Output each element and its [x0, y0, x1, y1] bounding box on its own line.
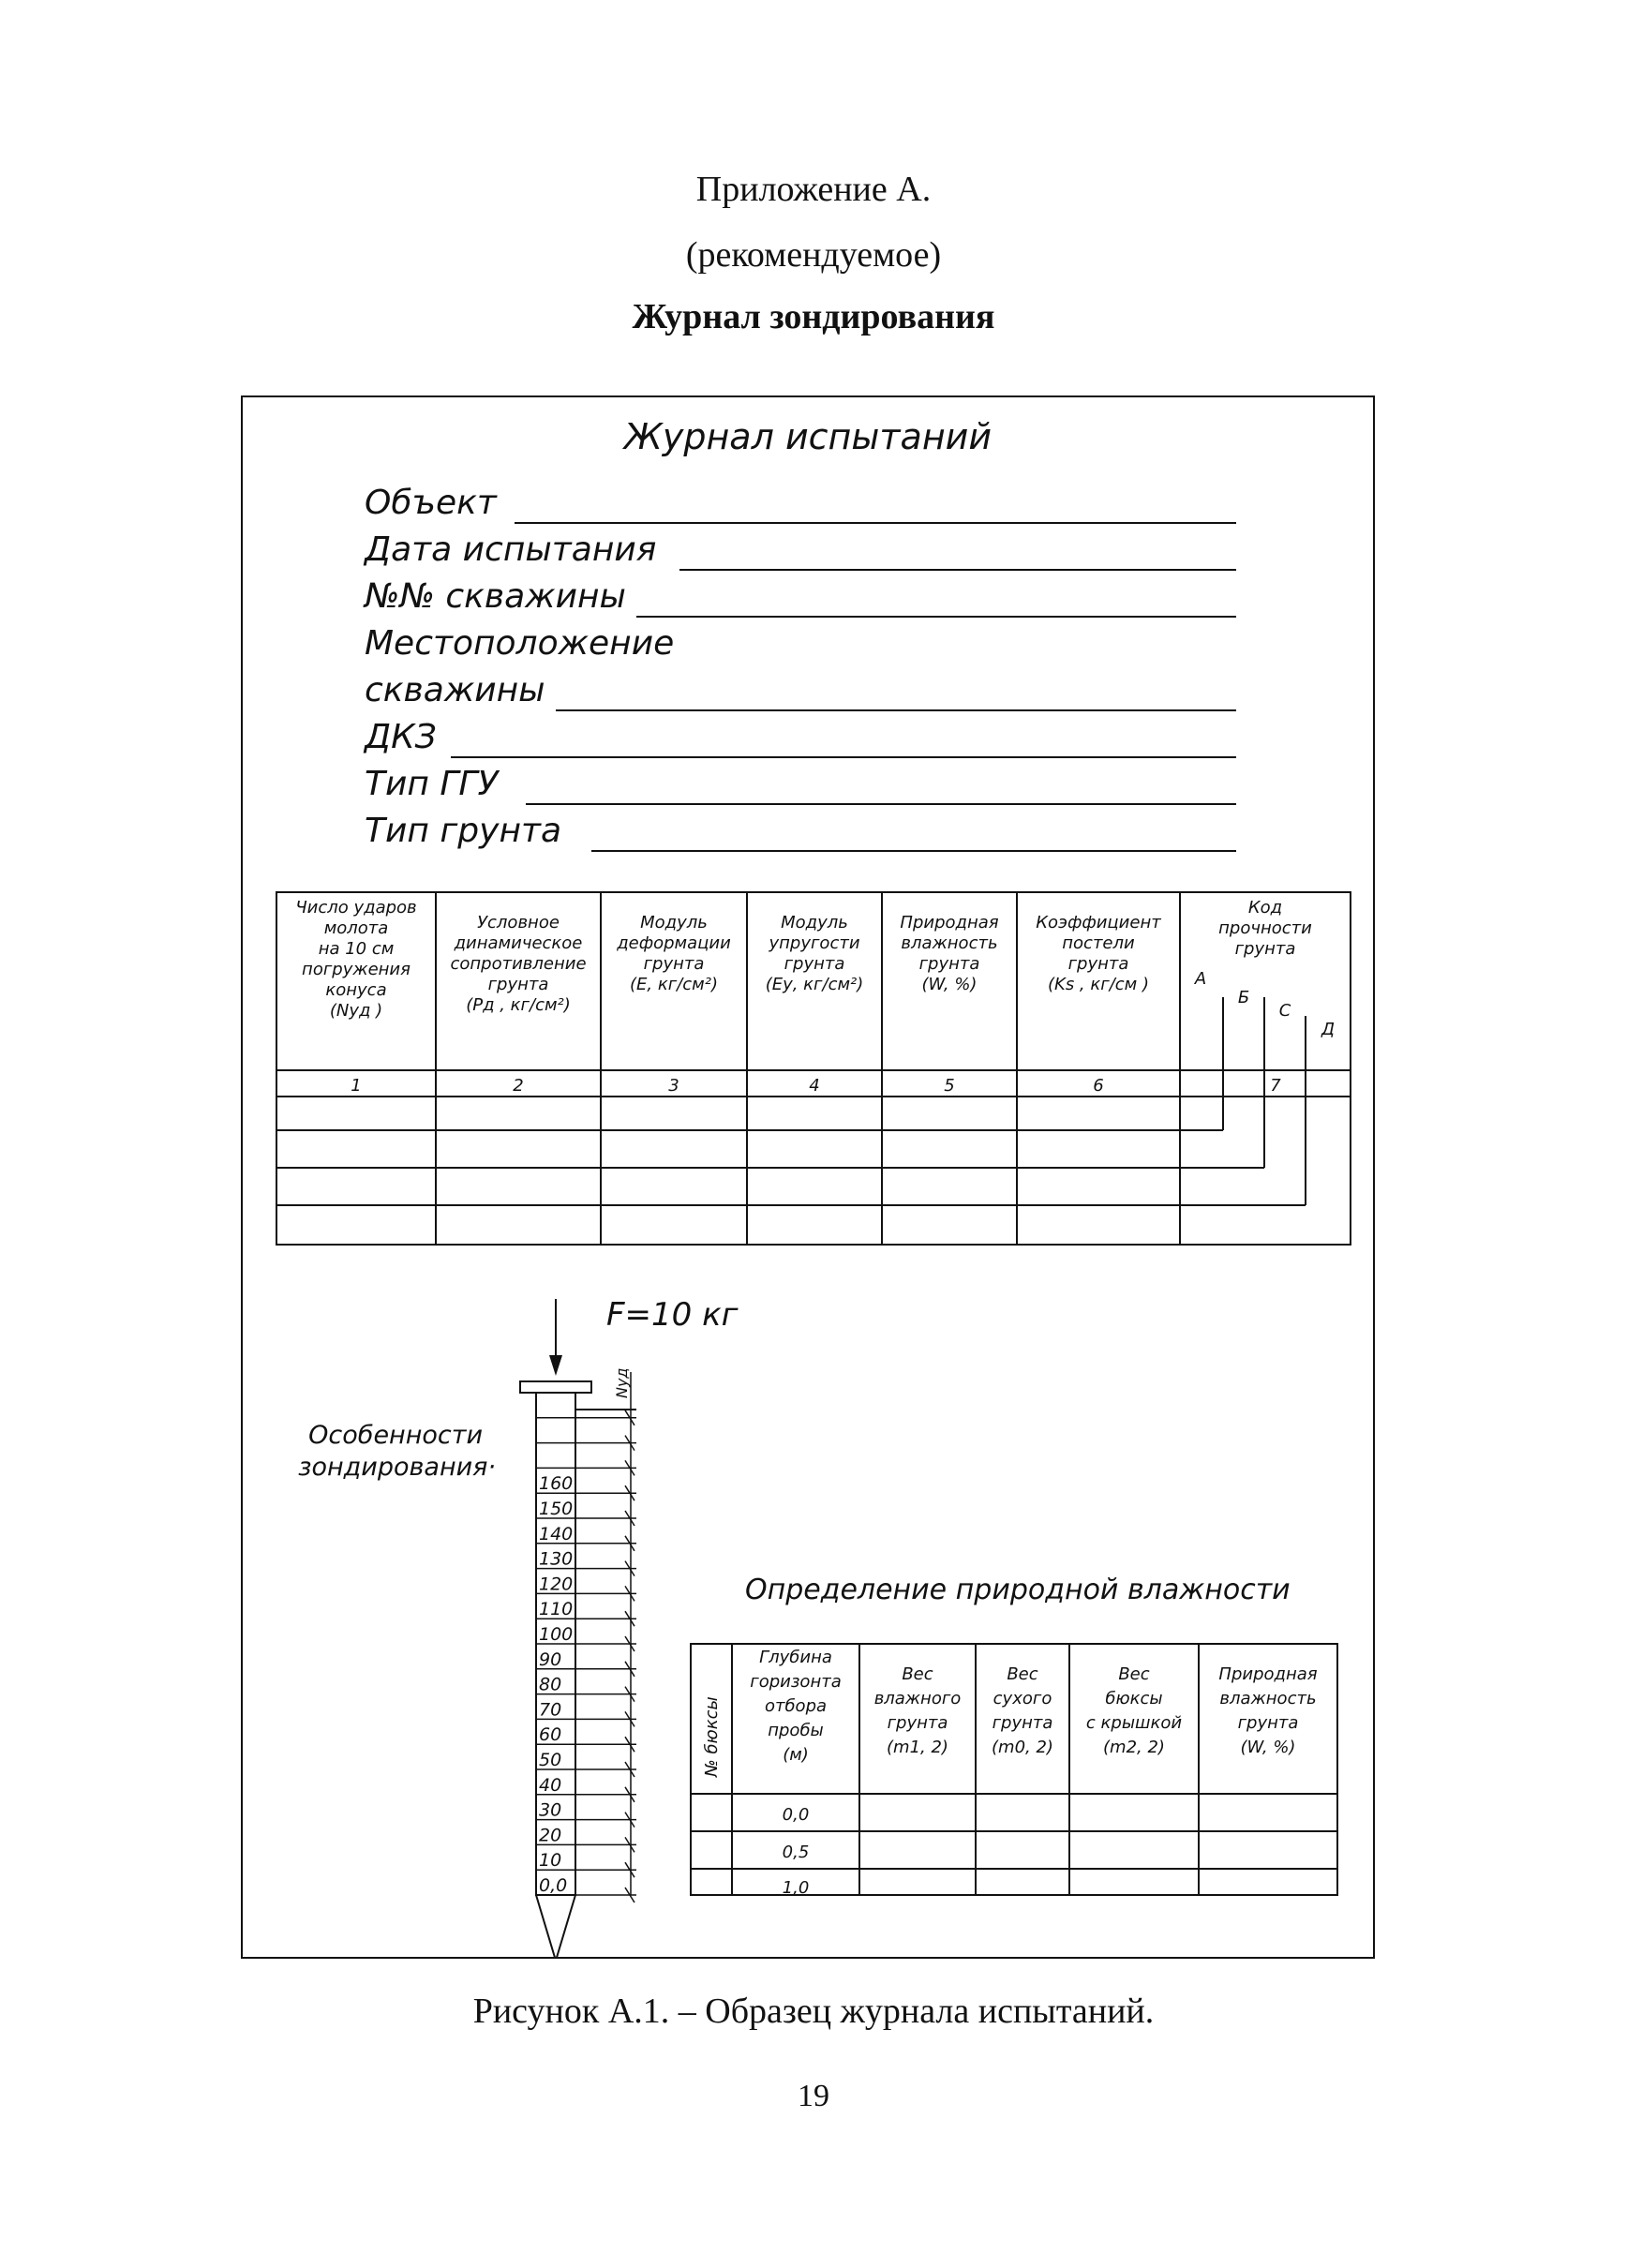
- moisture-header-box-3: с крышкой: [1085, 1713, 1183, 1733]
- page-number: 19: [798, 2079, 829, 2113]
- appendix-label: Приложение А.: [695, 170, 932, 209]
- scale-label: 20: [539, 1825, 562, 1846]
- moisture-header-dry-1: Вес: [1007, 1664, 1038, 1684]
- field-borehole-label: №№ скважины: [365, 577, 626, 616]
- column-number-2: 2: [513, 1076, 524, 1096]
- scale-label: 140: [539, 1523, 574, 1544]
- header-col6-line1: Коэффициент: [1036, 913, 1161, 933]
- header-col2-line5: (Pд , кг/см²): [466, 995, 571, 1015]
- header-col5-line4: (W, %): [921, 975, 978, 994]
- header-col6-line4: (Ks , кг/см ): [1048, 975, 1149, 994]
- scale-label: 70: [539, 1699, 562, 1721]
- header-col2-line1: Условное: [477, 913, 560, 933]
- column-number-6: 6: [1093, 1076, 1104, 1096]
- column-number-1: 1: [351, 1076, 362, 1096]
- moisture-title: Определение природной влажности: [745, 1574, 1291, 1606]
- moisture-header-dry-3: грунта: [992, 1713, 1053, 1733]
- moisture-header-wet-4: (m1, 2): [887, 1738, 948, 1757]
- header-col2-line3: сопротивление: [450, 954, 587, 974]
- moisture-depth-1: 0,0: [782, 1805, 810, 1825]
- features-label-1: Особенности: [308, 1421, 483, 1450]
- header-col1-line4: погружения: [302, 960, 410, 979]
- strength-code-a: А: [1194, 969, 1207, 989]
- blow-count-label: Nуд: [613, 1367, 631, 1398]
- page-title: Журнал зондирования: [632, 297, 995, 336]
- scale-label: 30: [539, 1799, 562, 1821]
- scale-label: 130: [539, 1548, 574, 1570]
- field-location-label-2: скважины: [365, 671, 545, 709]
- moisture-header-box-2: бюксы: [1105, 1689, 1163, 1708]
- moisture-header-w-2: влажность: [1219, 1689, 1317, 1708]
- moisture-header-w-1: Природная: [1218, 1664, 1318, 1684]
- column-number-7: 7: [1270, 1076, 1281, 1096]
- moisture-header-box-no: № бюксы: [702, 1696, 722, 1777]
- field-soil-type-label: Тип грунта: [365, 812, 562, 850]
- moisture-header-wet-1: Вес: [902, 1664, 933, 1684]
- header-col2-line2: динамическое: [454, 933, 583, 953]
- header-col3-line4: (E, кг/см²): [630, 975, 718, 994]
- moisture-header-box-1: Вес: [1118, 1664, 1150, 1684]
- moisture-header-dry-2: сухого: [993, 1689, 1052, 1708]
- header-col1-line6: (Nуд ): [329, 1001, 383, 1021]
- moisture-header-depth-3: отбора: [764, 1696, 828, 1716]
- header-col1-line2: молота: [323, 918, 389, 938]
- header-col1-line3: на 10 см: [318, 939, 395, 959]
- header-col6-line3: грунта: [1067, 954, 1129, 974]
- figure-caption: Рисунок А.1. – Образец журнала испытаний.: [472, 1992, 1155, 2031]
- strength-code-d: Д: [1321, 1020, 1336, 1039]
- scale-label: 60: [539, 1724, 562, 1746]
- header-col6-line2: постели: [1062, 933, 1135, 953]
- moisture-depth-2: 0,5: [782, 1843, 810, 1862]
- field-location-label: Местоположение: [365, 624, 675, 663]
- scale-label: 110: [539, 1599, 574, 1620]
- force-label: F=10 кг: [606, 1296, 739, 1334]
- moisture-header-depth-2: горизонта: [750, 1672, 842, 1692]
- field-ggu-label: Тип ГГУ: [365, 765, 499, 803]
- force-arrow-icon: [549, 1355, 562, 1376]
- header-col7-line3: грунта: [1234, 939, 1296, 959]
- header-col4-line4: (Eу, кг/см²): [765, 975, 864, 994]
- scale-label: 40: [539, 1774, 562, 1796]
- appendix-type: (рекомендуемое): [685, 235, 942, 275]
- moisture-header-depth-1: Глубина: [759, 1648, 832, 1667]
- scale-label: 10: [539, 1850, 562, 1872]
- header-col2-line4: грунта: [487, 975, 549, 994]
- column-number-4: 4: [809, 1076, 820, 1096]
- scale-label: 160: [539, 1473, 574, 1495]
- header-col5-line2: влажность: [901, 933, 998, 953]
- field-dkz-label: ДКЗ: [365, 718, 437, 756]
- scale-label: 150: [539, 1499, 574, 1519]
- moisture-depth-3: 1,0: [782, 1878, 810, 1898]
- moisture-header-depth-4: пробы: [768, 1721, 824, 1740]
- moisture-header-wet-3: грунта: [887, 1713, 948, 1733]
- test-journal-sheet: [241, 395, 1375, 1959]
- field-date-label: Дата испытания: [365, 530, 657, 569]
- header-col3-line2: деформации: [617, 933, 731, 953]
- header-col5-line1: Природная: [900, 913, 999, 933]
- header-col3-line1: Модуль: [640, 913, 708, 933]
- header-col7-line1: Код: [1247, 898, 1283, 918]
- scale-label: 100: [539, 1624, 574, 1645]
- moisture-header-wet-2: влажного: [873, 1689, 962, 1708]
- header-col4-line3: грунта: [784, 954, 845, 974]
- header-col4-line1: Модуль: [781, 913, 848, 933]
- scale-label: 80: [539, 1674, 562, 1695]
- header-col5-line3: грунта: [918, 954, 980, 974]
- moisture-header-box-4: (m2, 2): [1103, 1738, 1165, 1757]
- moisture-header-depth-5: (м): [783, 1745, 809, 1765]
- header-col3-line3: грунта: [643, 954, 705, 974]
- scale-label: 120: [539, 1574, 574, 1595]
- moisture-header-w-3: грунта: [1237, 1713, 1299, 1733]
- sheet-drawing: [243, 397, 1373, 1957]
- field-object-label: Объект: [365, 484, 497, 522]
- column-number-5: 5: [944, 1076, 955, 1096]
- header-col1-line5: конуса: [325, 980, 387, 1000]
- journal-title: Журнал испытаний: [623, 416, 993, 457]
- moisture-header-dry-4: (m0, 2): [992, 1738, 1053, 1757]
- header-col1-line1: Число ударов: [295, 898, 417, 918]
- scale-label: 90: [539, 1649, 562, 1670]
- moisture-header-w-4: (W, %): [1240, 1738, 1296, 1757]
- header-col7-line2: прочности: [1218, 918, 1312, 938]
- header-col4-line2: упругости: [769, 933, 860, 953]
- features-label-2: зондирования·: [298, 1453, 496, 1482]
- scale-label: 50: [539, 1750, 562, 1770]
- strength-code-b: Б: [1237, 988, 1250, 1007]
- strength-code-c: С: [1278, 1001, 1291, 1021]
- scale-label: 0,0: [539, 1875, 568, 1896]
- column-number-3: 3: [668, 1076, 679, 1096]
